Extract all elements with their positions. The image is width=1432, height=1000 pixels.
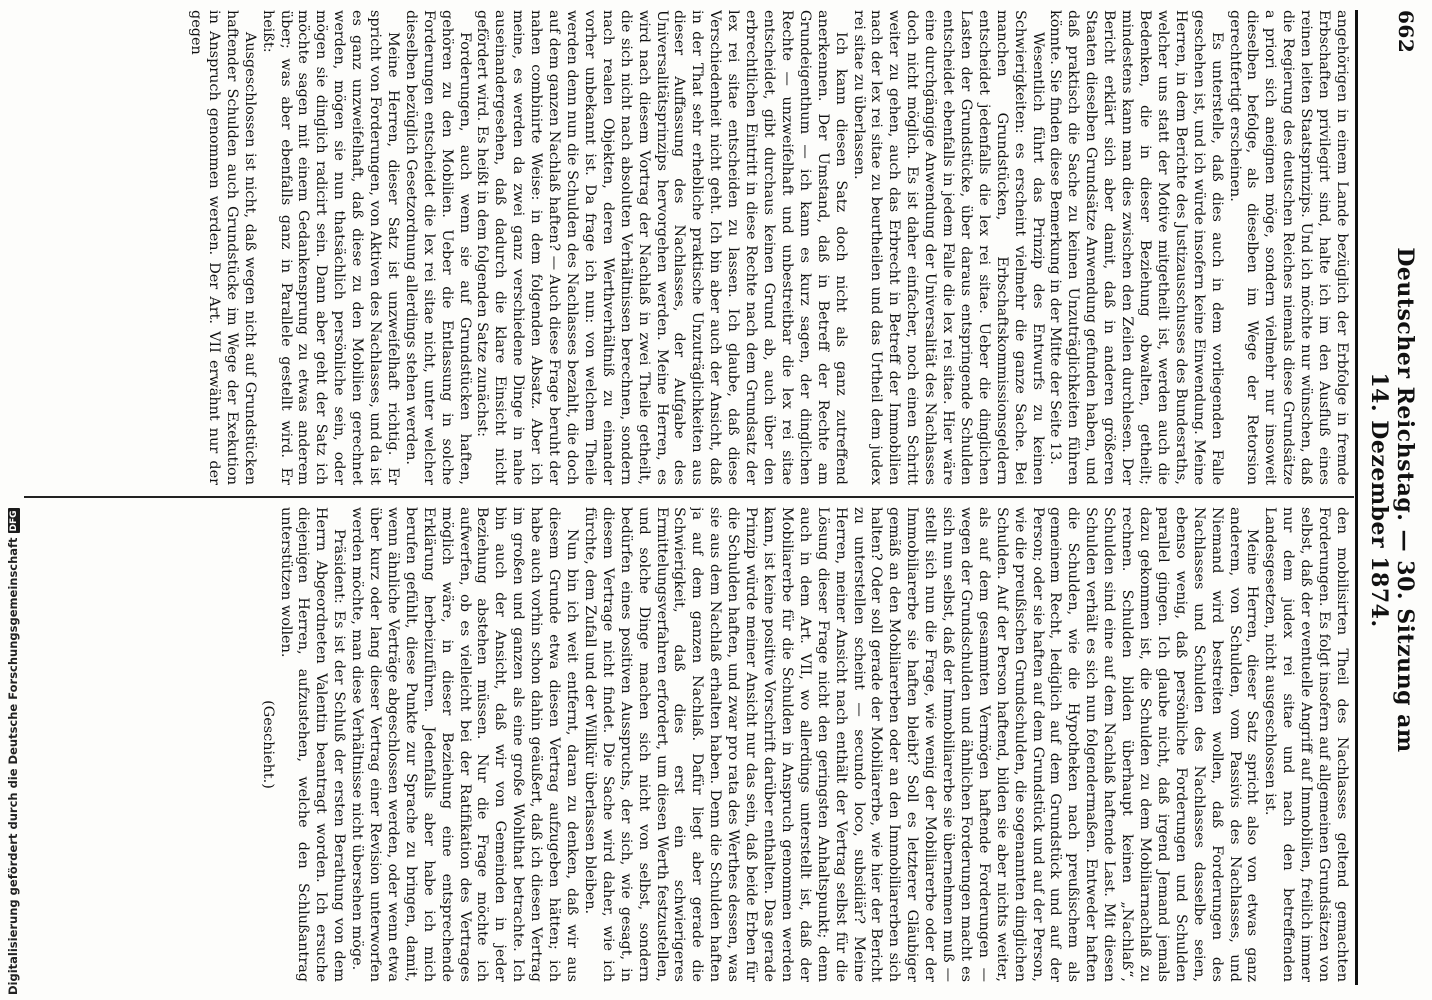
page-header: [1366, 10, 1420, 990]
column-divider: [24, 496, 1354, 498]
right-column: [20, 507, 1350, 982]
paragraph: Meine Herren, dieser Satz spricht also von etwas ganz anderem, von Schulden, vom Passivis des Nachlasses, und Niemand wird bestreiten wollen, daß Forderungen des Nachlasses und Schulden des Nachlasses dasselbe seien, ebenso wenig, daß persönliche Forderungen und Schulden parallel gingen. Ich glaube nicht, daß irgend Jemand jemals dazu gekommen ist, die Schulden zu dem Mobiliarnachlaß zu rechnen. Schulden bilden überhaupt keinen „Nachlaß“, Schulden sind eine auf dem Nachlaß haftende Last. Mit diesen Schulden verhält es sich nun folgendermaßen. Entweder haften die Schulden, wie die Hypotheken nach preußischem als gemeinem Recht, lediglich auf dem Grundstück und auf der Person; oder sie haften auf dem Grundstück und auf der Person, wie die preußischen Grundschulden, die sogenannten dinglichen Schulden. Auf der Person haftend, bilden sie aber nichts weiter, als auf dem gesammten Vermögen haftende Forderungen — wegen der Grundschulden und ähnlichen Forderungen macht es sich nun selbst, daß der Immobiliarerbe sie übernehmen muß — stellt sich nun die Frage, wie wenig der Mobiliarerbe oder der Immobiliarerbe sie haften bleibt? Soll es letzterer Gläubiger gemäß an den Mobiliarerben oder an den Immobiliarerben sich halten? Oder soll gerade der Mobiliarerbe, wie hier der Bericht zu unterstellen scheint — secundo loco, subsidiär? Meine Herren, meiner Ansicht nach enthält der Vertrag selbst für die Lösung dieser Frage nicht den geringsten Anhaltspunkt; denn auch in dem Art. VII, wo allerdings unterstellt ist, daß der Mobiliarerbe für die Schulden in Anspruch genommen werden kann, ist keine positive Vorschrift darüber enthalten. Das gerade Prinzip würde meiner Ansicht nur das sein, daß beide Erben für die Schulden haften, und zwar pro rata des Werthes dessen, was sie aus dem Nachlaß erhalten haben. Denn die Schulden haften ja auf dem ganzen Nachlaß. Dafür liegt aber gerade die Schwierigkeit, daß dies erst ein schwierigeres Ermittelungsverfahren erfordert, um diesen Werth festzustellen, und solche Dinge machen sich nicht von selbst, sondern bedürfen eines positiven Ausspruchs, der sich, wie gesagt, in diesem Vertrage nicht findet. Die Sache wird daher, wie ich fürchte, dem Zufall und der Willkür überlassen bleiben.: [581, 507, 1261, 982]
paragraph-stage-direction: (Geschieht.): [259, 700, 276, 789]
paragraph: Es unterstelle, daß dies auch in dem vorliegenden Falle geschehen ist, und ich würde insofern keine Einwendung. Meine Herren, in dem Berichte des Justizausschusses des Bundesraths, welcher uns statt der Motive mitgetheilt ist, werden auch die Bedenken, die in dieser Beziehung obwalten, getheilt; mindestens kann man dies zwischen den Zeilen durchlesen. Der Bericht erklärt sich aber damit, daß in anderen größeren Staaten dieselben Grundsätze Anwendung gefunden haben, und daß praktisch die Sache zu keinen Unzuträglichkeiten führen könnte. Sie finden diese Bemerkung in der Mitte der Seite 13.: [1047, 10, 1225, 485]
digitization-credit: [6, 510, 20, 995]
paragraph: Ausgeschlossen ist nicht, daß wegen nicht auf Grundstücken haftender Schulden auch Grundstücke im Wege der Exekution in Anspruch genommen werden. Der Art. VII erwähnt nur der gegen: [188, 10, 258, 485]
paragraph: Wesentlich führt das Prinzip des Entwurfs zu keinen Schwierigkeiten: es erscheint vielmehr die ganze Sache. Bei manchen Grundstücken, Erbschaftskommissionsgeldern entscheidet jedenfalls die lex rei sitae. Ueber die dinglichen Lasten der Grundstücke, über daraus entspringende Schulden entscheidet ebenfalls in jedem Falle die lex rei sitae. Hier wäre eine durchgängige Anwendung der Universalität des Nachlasses doch nicht möglich. Es ist daher einfacher, noch einen Schritt weiter zu gehen, auch das Erbrecht in Betreff der Immobilien nach der lex rei sitae zu beurtheilen und das Urtheil dem judex rei sitae zu überlassen.: [850, 10, 1046, 485]
page-number: 662: [1394, 10, 1418, 54]
document-page: [0, 10, 1420, 990]
header-rule: [1355, 10, 1358, 985]
left-column: [20, 10, 1350, 485]
paragraph: Ich kann diesen Satz doch nicht als ganz zutreffend anerkennen. Der Umstand, daß in Betreff der Rechte am Grundeigenthum — ich kann es kurz sagen, der dinglichen Rechte — unzweifelhaft und unbestreitbar die lex rei sitae entscheidet, gibt durchaus keinen Grund ab, auch über den erbrechtlichen Eintritt in diese Rechte nach dem Grundsatz der lex rei sitae entscheiden zu lassen. Ich glaube, daß diese Verschiedenheit nicht geht. Ich bin aber auch der Ansicht, daß in der That sehr erhebliche praktische Unzuträglichkeiten aus dieser Auffassung des Nachlasses, der Aufgabe des Universalitätsprinzips hervorgehen werden. Meine Herren, es wird nach diesem Vortrag der Nachlaß in zwei Theile getheilt, die sich nicht nach absoluten Verhältnissen berechnen, sondern nach realen Objekten, deren Werthverhältniß zu einander vorher unbekannt ist. Da frage ich nun: von welchem Theile werden denn nun die Schulden des Nachlasses bezahlt, die doch auf dem ganzen Nachlaß haften? — Auch diese Frage beruht der nahen combinirte Weise: in dem folgenden Absatz. Aber ich meine, es werden da zwei ganz verschiedene Dinge in nahe auseinandergesehen, daß dadurch die klare Einsicht nicht gefördert wird. Es heißt in dem folgenden Satze zunächst:: [474, 10, 849, 485]
page-title: Deutscher Reichstag. — 30. Sitzung am 14. Dezember 1874.: [1366, 247, 1418, 753]
dfg-logo-icon: DFG: [8, 510, 19, 532]
credit-text: Digitalisierung gefördert durch die Deutsche Forschungsgemeinschaft: [6, 537, 20, 995]
paragraph: Forderungen, auch wenn sie auf Grundstücken haften, gehören zu den Mobilien. Ueber die Entlassung in solche Forderungen entscheidet die lex rei sitae nicht, unter welcher dieselben bezüglich Gesetzordnung allerdings stehen werden.: [402, 10, 473, 485]
paragraph: Meine Herren, dieser Satz ist unzweifelhaft richtig. Er spricht von Forderungen, von Aktiven des Nachlasses, und da ist es ganz unzweifelhaft, daß diese zu den Mobilien gerechnet werden, mögen sie nun thatsächlich persönliche sein, oder mögen sie dinglich radicirt sein. Dann aber geht der Satz ich möchte sagen mit einem Gedankensprung zu etwas anderem über; was aber ebenfalls ganz in Parallele gestellt wird. Er heißt:: [259, 10, 401, 485]
paragraph: Nun bin ich weit entfernt, daran zu denken, daß wir aus diesem Grunde etwa diesen Vertrag aufzugeben hätten; ich habe auch vorhin schon dahin geäußert, daß ich diesen Vertrag im großen und ganzen als eine große Wohlthat betrachte. Ich bin auch der Ansicht, daß wir von Gemeinden in jeder Beziehung abstehen müssen. Nur die Frage möchte ich aufwerfen, ob es vielleicht bei der Ratifikation des Vertrages möglich wäre, in dieser Beziehung eine entsprechende Erklärung herbeizuführen. Jedenfalls aber habe ich mich berufen gefühlt, diese Punkte zur Sprache zu bringen, damit, wenn ähnliche Verträge abgeschlossen werden, oder wenn etwa über kurz oder lang dieser Vertrag einer Revision unterworfen werden möchte, man diese Verhältnisse nicht übersehen möge.: [349, 507, 581, 982]
paragraph: angehörigen in einem Lande bezüglich der Erbfolge in fremde Erbschaften privilegirt sind, halte ich im den Ausfluß eines reinen leiten Staatsprinzips. Und ich möchte nur wünschen, daß die Regierung des deutschen Reiches niemals diese Grundsätze a priori sich aneignen möge, sondern vielmehr nur insoweit dieselben befolge, als dieselben im Wege der Retorsion gerechtfertigt erscheinen.: [1226, 10, 1350, 485]
paragraph: den mobilisirten Theil des Nachlasses geltend gemachten Forderungen. Es folgt insofern auf allgemeinen Grundsätzen von selbst, daß der eventuelle Angriff auf Immobilien, freilich immer nur dem judex rei sitae und nach den betreffenden Landesgesetzen, nicht ausgeschlossen ist.: [1262, 507, 1350, 982]
paragraph: Präsident: Es ist der Schluß der ersten Berathung von dem Herrn Abgeordneten Valentin beantragt worden. Ich ersuche diejenigen Herren, aufzustehen, welche den Schlußantrag unterstützen wollen.: [277, 507, 348, 982]
